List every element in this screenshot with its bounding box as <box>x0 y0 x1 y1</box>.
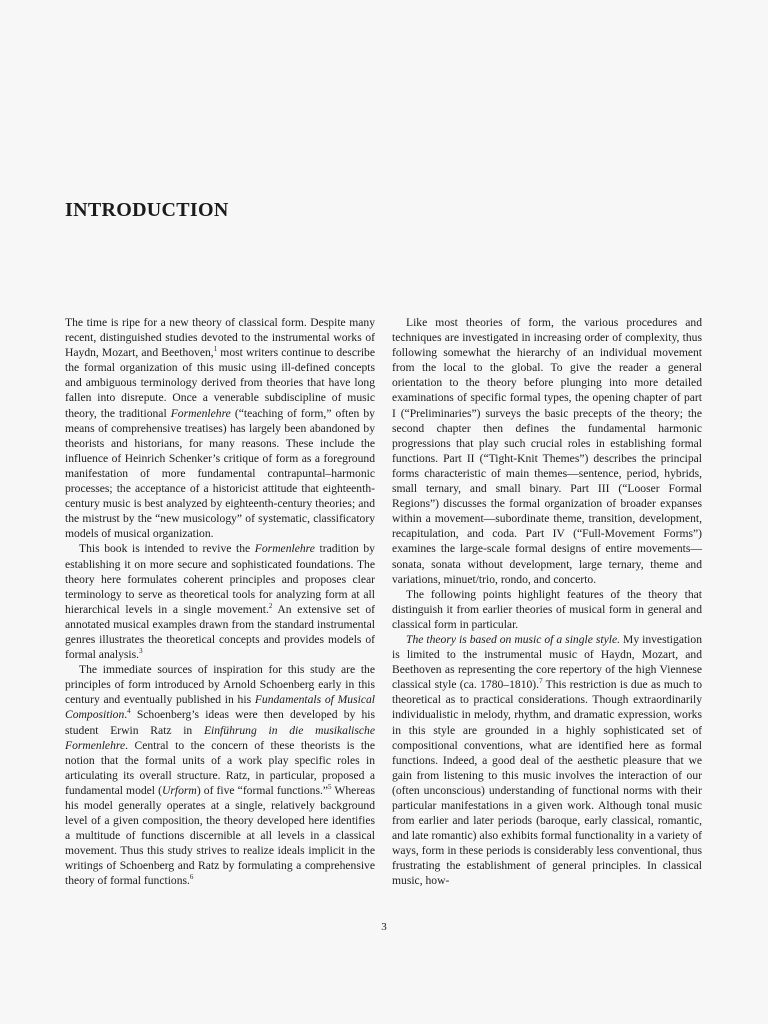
text-run: The immediate sources of inspiration for this study are the principles of form introduced by Arnold Schoenberg early in this century and eventually published in his <box>65 663 375 707</box>
paragraph <box>65 662 375 888</box>
paragraph <box>392 587 702 632</box>
text-run: This book is intended to revive the <box>79 542 255 556</box>
text-run: The following points highlight features of the theory that distinguish it from earlier theories of musical form in general and classical form in particular. <box>392 587 702 631</box>
text-run: Like most theories of form, the various procedures and techniques are investigated in increasing order of complexity, thus following somewhat the hierarchy of an individual movement from the local to the global. To give the reader a general orientation to the theory before plunging into more detailed examinations of specific formal types, the opening chapter of part I (“Preliminaries”) surveys the basic precepts of the theory; the second chapter then defines the fundamental harmonic progressions that play such crucial roles in establishing formal functions. Part II (“Tight-Knit Themes”) describes the principal forms characteristic of main themes—sentence, period, hybrids, small ternary, and small binary. Part III (“Looser Formal Regions”) discusses the formal organization of broader expanses within a movement—subordinate theme, transition, development, recapitulation, and coda. Part IV (“Full-Movement Forms”) examines the large-scale formal designs of entire movements—sonata, sonata without development, large ternary, theme and variations, minuet/trio, rondo, and concerto. <box>392 316 702 586</box>
text-run: The time is ripe for a new theory of classical form. Despite many recent, distinguished studies devoted to the instrumental works of Haydn, Mozart, and Beethoven, <box>65 316 375 360</box>
italic-text: Fundamentals of Musical Composition <box>65 693 375 722</box>
paragraph <box>65 541 375 662</box>
paragraph <box>392 315 702 587</box>
footnote-ref: 4 <box>127 707 131 716</box>
text-run: tradition by establishing it on more secure and sophisticated foundations. The theory here formulates coherent principles and proposes clear terminology to serve as theoretical tools for analyzing form at all hierarchical levels in a single movement. <box>65 542 375 616</box>
footnote-ref: 2 <box>268 601 273 610</box>
paragraph <box>65 315 375 541</box>
footnote-ref: 3 <box>139 647 143 656</box>
text-run: This restriction is due as much to theoretical as to practical considerations. Though extraordinarily individualistic in melody, rhythm, and dramatic expression, works in this style are grounded in a highly sophisticated set of compositional conventions, what are identified here as formal functions. Indeed, a good deal of the aesthetic pleasure that we gain from listening to this music involves the interaction of our (often unconscious) understanding of functional norms with their particular manifestations in a given work. Although tonal music from earlier and later periods (baroque, early classical, romantic, and late romantic) also exhibits formal functionality in a variety of ways, form in these periods is considerably less conventional, thus frustrating the establishment of general principles. In classical music, how- <box>392 678 702 888</box>
text-run: My investigation is limited to the instrumental music of Haydn, Mozart, and Beethoven as representing the core repertory of the high Viennese classical style (ca. 1780–1810). <box>392 632 702 692</box>
footnote-ref: 5 <box>328 783 332 792</box>
text-run: Schoenberg’s ideas were then developed by his student Erwin Ratz in <box>65 708 375 737</box>
italic-text: Formenlehre <box>254 542 315 556</box>
footnote-ref: 6 <box>189 873 194 882</box>
text-run: . <box>124 708 128 722</box>
paragraph <box>392 632 702 889</box>
text-run: most writers continue to describe the formal organization of this music using ill-defined concepts and ambiguous terminology derived from theories that have long fallen into disrepute. Once a venerable subdiscipline of music theory, the traditional <box>65 346 375 420</box>
text-run: . Central to the concern of these theorists is the notion that the formal units of a work play specific roles in articulating its overall structure. Ratz, in particular, proposed a fundamental model ( <box>65 738 375 797</box>
page-number: 3 <box>381 921 387 933</box>
text-run: ) of five “formal functions.” <box>196 783 329 797</box>
text-run: An extensive set of annotated musical examples drawn from the standard instrumental genres illustrates the theoretical concepts and provides models of formal analysis. <box>65 602 375 662</box>
text-run: Whereas his model generally operates at a single, relatively background level of a given composition, the theory developed here identifies a multitude of functions discernible at all levels in a classical movement. Thus this study strives to realize ideals implicit in the writings of Schoenberg and Ratz by formulating a comprehensive theory of formal functions. <box>65 783 375 888</box>
italic-text: Einführung in die musikalische Formenlehre <box>65 723 375 752</box>
right-column <box>392 315 702 889</box>
italic-text: Urform <box>162 783 197 797</box>
footnote-ref: 7 <box>539 677 543 686</box>
footnote-ref: 1 <box>213 345 218 354</box>
text-run: (“teaching of form,” often by means of comprehensive treatises) has largely been abandoned by theorists and historians, for many reasons. These include the influence of Heinrich Schenker’s critique of form as a foreground manifestation of more fundamental contrapuntal–harmonic processes; the acceptance of a historicist attitude that eighteenth-century music is best analyzed by eighteenth-century theories; and the mistrust by the “new musicology” of systematic, classificatory models of musical organization. <box>65 406 375 541</box>
italic-text: The theory is based on music of a single style. <box>406 632 621 646</box>
left-column <box>65 315 375 889</box>
italic-text: Formenlehre <box>170 406 231 420</box>
chapter-title: INTRODUCTION <box>65 199 229 221</box>
